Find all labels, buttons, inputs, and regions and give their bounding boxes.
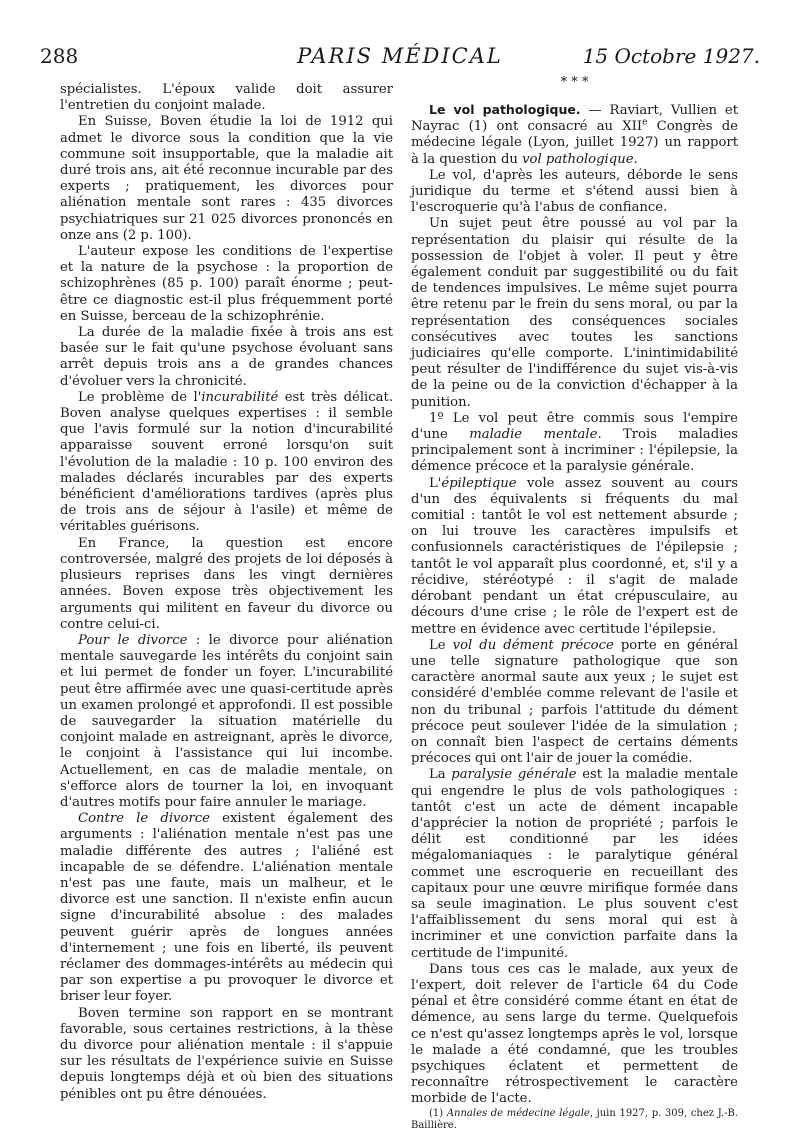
emphasis: vol du dément précoce [452, 637, 614, 653]
paragraph: L'auteur expose les conditions de l'expertise et la nature de la psychose : la proportion de schizophrènes (85 p. 100) paraît énorme ; peut-être ce diagnostic est-il plus fréquemment porté en Suisse, berceau de la schizophrénie. [60, 244, 393, 324]
left-column [60, 82, 393, 1103]
emphasis: Contre le divorce [78, 811, 210, 827]
emphasis: vol pathologique [522, 151, 634, 167]
journal-title: PARIS MÉDICAL [297, 44, 503, 68]
paragraph: L'épileptique vole assez souvent au cours d'un des équivalents si fréquents du mal comitial : tantôt le vol est nettement absurde ; on lui trouve les caractères impulsifs et confusionnels caractéristiques de l'épilepsie ; tantôt le vol apparaît plus coordonné, et, s'il y a récidive, stéréotypé : il s'agit de malade dérobant pendant un état crépusculaire, au décours d'une crise ; le rôle de l'expert est de mettre en évidence avec certitude l'épilepsie. [411, 475, 738, 637]
paragraph: En Suisse, Boven étudie la loi de 1912 qui admet le divorce sous la condition que la vie commune soit insupportable, que la maladie ait duré trois ans, ait été reconnue incurable par des experts ; pratiquement, les divorces pour aliénation mentale sont rares : 435 divorces psychiatriques sur 21 025 divorces prononcés en onze ans (2 p. 100). [60, 114, 393, 243]
paragraph: La paralysie générale est la maladie mentale qui engendre le plus de vols pathologiques : tantôt c'est un acte de dément incapable d'apprécier la notion de propriété ; parfois le délit est conditionné par les idées mégalomaniaques : le paralytique général commet une escroquerie en recueillant des capitaux pour une œuvre mirifique formée dans sa seule imagination. Le plus souvent c'est l'affaiblissement du sens moral qui est à incriminer et une conviction parfaite dans la certitude de l'impunité. [411, 767, 738, 961]
paragraph: Le vol du dément précoce porte en général une telle signature pathologique que son caractère anormal saute aux yeux ; le sujet est considéré d'emblée comme relevant de l'asile et non du tribunal ; parfois l'attitude du dément précoce peut soulever l'idée de la simulation ; on connaît bien l'aspect de certains déments précoces qui ont l'air de jouer la comédie. [411, 637, 738, 767]
footnote: (1) Annales de médecine légale, juin 1927, p. 309, chez J.-B. Baillière. [411, 1107, 739, 1131]
paragraph: 1º Le vol peut être commis sous l'empire d'une maladie mentale. Trois maladies principalement sont à incriminer : l'épilepsie, la démence précoce et la paralysie générale. [411, 410, 738, 475]
paragraph: spécialistes. L'époux valide doit assurer l'entretien du conjoint malade. [60, 82, 393, 114]
paragraph: Le problème de l'incurabilité est très délicat. Boven analyse quelques expertises : il semble que l'avis formulé sur la notion d'incurabilité apparaisse souvent erroné lorsqu'on suit l'évolution de la maladie : 10 p. 100 environ des malades déclarés incurables par des experts bénéficient d'améliorations tardives (après plus de trois ans de séjour à l'asile) et même de véritables guérisons. [60, 389, 394, 535]
paragraph: Pour le divorce : le divorce pour aliénation mentale sauvegarde les intérêts du conjoint sain et lui permet de fonder un foyer. L'incurabilité peut être affirmée avec une quasi-certitude après un examen prolongé et approfondi. Il est possible de sauvegarder la situation matérielle du conjoint malade en astreignant, après le divorce, le conjoint à l'assistance qui lui incombe. Actuellement, en cas de maladie mentale, on s'efforce alors de tourner la loi, en invoquant d'autres motifs pour faire annuler le mariage. [60, 632, 393, 810]
page-number: 288 [40, 44, 79, 68]
emphasis: épileptique [441, 475, 517, 491]
emphasis: Pour le divorce [78, 632, 188, 648]
emphasis: incurabilité [201, 389, 279, 405]
section-separator: * * * [560, 75, 589, 90]
emphasis: maladie mentale [469, 427, 598, 443]
emphasis: Annales de médecine légale [446, 1107, 590, 1119]
paragraph: Le vol, d'après les auteurs, déborde le sens juridique du terme et s'étend aussi bien à l'escroquerie qu'à l'abus de confiance. [411, 167, 738, 216]
section-heading: Le vol pathologique. [429, 102, 581, 117]
emphasis: paralysie générale [451, 767, 577, 783]
paragraph: Boven termine son rapport en se montrant favorable, sous certaines restrictions, à la thèse du divorce pour aliénation mentale : il s'appuie sur les résultats de l'expérience suivie en Suisse depuis longtemps déjà et où bien des situations pénibles ont pu être dénouées. [60, 1005, 393, 1102]
right-column [411, 75, 739, 1132]
paragraph: En France, la question est encore controversée, malgré des projets de loi déposés à plusieurs reprises dans les vingt dernières années. Boven expose très objectivement les arguments qui militent en faveur du divorce ou contre celui-ci. [60, 535, 393, 632]
paragraph: La durée de la maladie fixée à trois ans est basée sur le fait qu'une psychose évoluant sans arrêt depuis trois ans a de grandes chances d'évoluer vers la chronicité. [60, 325, 393, 389]
paragraph: Dans tous ces cas le malade, aux yeux de l'expert, doit relever de l'article 64 du Code pénal et être considéré comme étant en état de démence, au sens large du terme. Quelquefois ce n'est qu'assez longtemps après le vol, lorsque le malade a été condamné, que les troubles psychiques éclatent et permettent de reconnaître rétrospectivement le caractère morbide de l'acte. [411, 961, 738, 1107]
issue-date: 15 Octobre 1927. [582, 44, 760, 68]
paragraph: Le vol pathologique. — Raviart, Vullien et Nayrac (1) ont consacré au XIIe Congrès de médecine légale (Lyon, juillet 1927) un rapport à la question du vol pathologique. [411, 102, 738, 167]
paragraph: Un sujet peut être poussé au vol par la représentation du plaisir qui résulte de la possession de l'objet à voler. Il peut y être également conduit par suggestibilité ou du fait de tendences impulsives. Le même sujet pourra être retenu par le frein du sens moral, ou par la représentation des conséquences sociales consécutives avec toutes les sanctions judiciaires qu'elle comporte. L'inintimidabilité peut résulter de l'indifférence du sujet vis-à-vis de la peine ou de la conviction d'échapper à la punition. [411, 216, 738, 410]
paragraph: Contre le divorce existent également des arguments : l'aliénation mentale n'est pas une maladie différente des autres ; l'aliéné est incapable de se défendre. L'aliénation mentale n'est pas une faute, mais un malheur, et le divorce est une sanction. Il n'existe enfin aucun signe d'incurabilité absolue : des malades peuvent guérir après de longues années d'internement ; une fois en liberté, ils peuvent réclamer des dommages-intérêts au médecin qui par son expertise a pu provoquer le divorce et briser leur foyer. [60, 811, 393, 1005]
page-header [40, 38, 760, 72]
